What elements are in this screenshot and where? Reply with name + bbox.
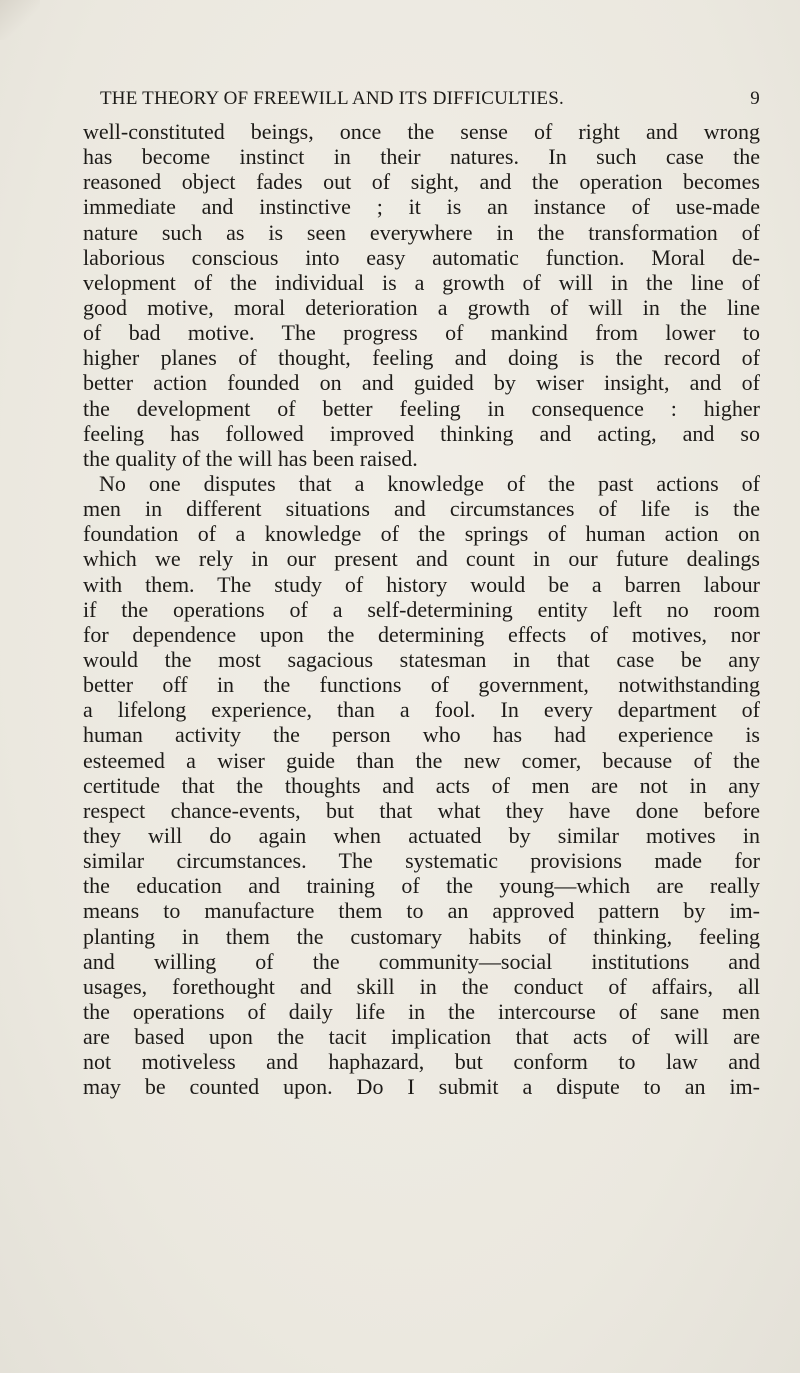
text-line: planting in them the customary habits of thinking, feeling bbox=[83, 923, 760, 949]
text-line: foundation of a knowledge of the springs of human action on bbox=[83, 521, 760, 547]
text-line: of bad motive. The progress of mankind from lower to bbox=[83, 320, 760, 346]
text-line: respect chance-events, but that what they have done before bbox=[83, 797, 760, 823]
text-line: good motive, moral deterioration a growth of will in the line bbox=[83, 294, 760, 320]
text-line: better action founded on and guided by wiser insight, and of bbox=[83, 370, 760, 396]
text-line: human activity the person who has had experience is bbox=[83, 722, 760, 748]
text-line: nature such as is seen everywhere in the transformation of bbox=[83, 219, 760, 245]
text-line: immediate and instinctive ; it is an instance of use-made bbox=[83, 194, 760, 220]
page-corner-crease bbox=[0, 0, 40, 40]
text-line: reasoned object fades out of sight, and the operation becomes bbox=[83, 169, 760, 195]
text-line: if the operations of a self-determining entity left no room bbox=[83, 596, 760, 622]
paragraph bbox=[83, 471, 760, 1100]
text-line: with them. The study of history would be a barren labour bbox=[83, 571, 760, 597]
text-line: which we rely in our present and count in our future dealings bbox=[83, 546, 760, 572]
text-line: laborious conscious into easy automatic function. Moral de- bbox=[83, 244, 760, 270]
text-line: velopment of the individual is a growth of will in the line of bbox=[83, 269, 760, 295]
paragraph bbox=[83, 119, 760, 471]
text-line: has become instinct in their natures. In such case the bbox=[83, 144, 760, 170]
running-head bbox=[100, 88, 760, 112]
running-title: THE THEORY OF FREEWILL AND ITS DIFFICULTIES. bbox=[100, 88, 564, 109]
page-number: 9 bbox=[750, 88, 760, 109]
text-line: means to manufacture them to an approved pattern by im- bbox=[83, 898, 760, 924]
text-line: similar circumstances. The systematic provisions made for bbox=[83, 848, 760, 874]
text-line: No one disputes that a knowledge of the past actions of bbox=[99, 470, 760, 496]
text-line: are based upon the tacit implication that acts of will are bbox=[83, 1024, 760, 1050]
text-line: a lifelong experience, than a fool. In every department of bbox=[83, 697, 760, 723]
text-line: not motiveless and haphazard, but conform to law and bbox=[83, 1049, 760, 1075]
text-line: certitude that the thoughts and acts of men are not in any bbox=[83, 772, 760, 798]
text-line: better off in the functions of government, notwithstanding bbox=[83, 672, 760, 698]
text-line: the operations of daily life in the intercourse of sane men bbox=[83, 998, 760, 1024]
text-line: well-constituted beings, once the sense of right and wrong bbox=[83, 119, 760, 144]
text-line: higher planes of thought, feeling and doing is the record of bbox=[83, 345, 760, 371]
text-line: would the most sagacious statesman in that case be any bbox=[83, 646, 760, 672]
text-line: they will do again when actuated by similar motives in bbox=[83, 822, 760, 848]
text-line: feeling has followed improved thinking and acting, and so bbox=[83, 420, 760, 446]
text-line: for dependence upon the determining effects of motives, nor bbox=[83, 621, 760, 647]
text-line: and willing of the community—social institutions and bbox=[83, 948, 760, 974]
body-text bbox=[83, 119, 760, 1099]
text-line: the development of better feeling in consequence : higher bbox=[83, 395, 760, 421]
text-line: men in different situations and circumstances of life is the bbox=[83, 496, 760, 522]
text-line: usages, forethought and skill in the conduct of affairs, all bbox=[83, 973, 760, 999]
text-line: the quality of the will has been raised. bbox=[83, 445, 418, 471]
text-line: esteemed a wiser guide than the new comer, because of the bbox=[83, 747, 760, 773]
text-line: may be counted upon. Do I submit a dispute to an im- bbox=[83, 1074, 760, 1100]
text-line: the education and training of the young—which are really bbox=[83, 873, 760, 899]
